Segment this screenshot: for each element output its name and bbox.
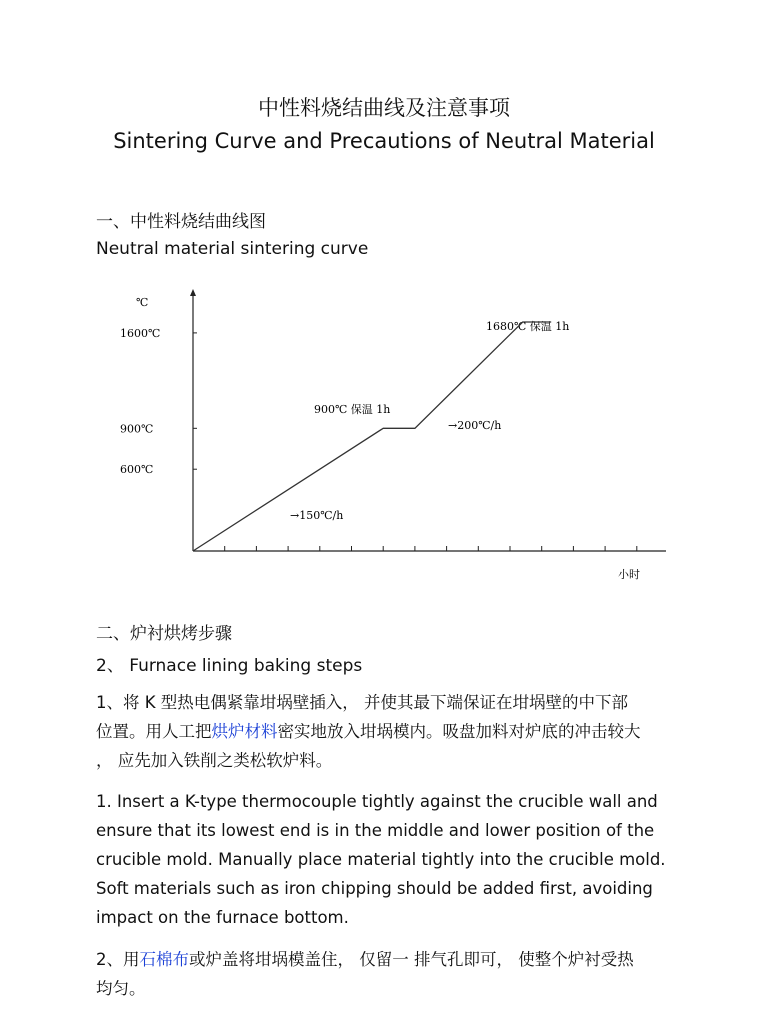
step1-en-line2: ensure that its lowest end is in the middle and lower position of the — [96, 821, 655, 840]
series-line — [193, 322, 551, 551]
link-asbestos-cloth[interactable]: 石棉布 — [139, 950, 189, 969]
step1-en-line3: crucible mold. Manually place material tightly into the crucible mold. — [96, 850, 666, 869]
y-axis-label: ℃ — [136, 296, 149, 309]
step1-paragraph-cn — [96, 688, 686, 775]
y-tick-label: 900℃ — [120, 422, 154, 436]
step2-cn-line1 — [96, 945, 686, 974]
step1-cn-line3: ， 应先加入铁削之类松软炉料。 — [96, 751, 333, 770]
link-baking-material[interactable]: 烘炉材料 — [211, 722, 278, 741]
step1-en-line4: Soft materials such as iron chipping should be added first, avoiding — [96, 879, 653, 898]
text-run: 位置。用人工把 — [96, 722, 212, 741]
text-run: 密实地放入坩埚模内。吸盘加料对炉底的冲击较大 — [277, 722, 641, 741]
annotation-rate-150: →150℃/h — [290, 509, 344, 522]
step2-paragraph-cn — [96, 945, 686, 1003]
step1-en-line1: 1. Insert a K-type thermocouple tightly against the crucible wall and — [96, 792, 658, 811]
section1-heading-cn: 一、中性料烧结曲线图 — [96, 212, 266, 232]
sintering-curve-chart — [100, 280, 680, 590]
step1-cn-line1: 1、将 K 型热电偶紧靠坩埚壁插入， 并使其最下端保证在坩埚壁的中下部 — [96, 693, 629, 712]
text-run: 2、用 — [96, 950, 140, 969]
y-axis-arrow — [190, 289, 196, 296]
y-tick-label: 1600℃ — [120, 326, 161, 340]
text-run: 或炉盖将坩埚模盖住， 仅留一 排气孔即可， 使整个炉衬受热 — [189, 950, 634, 969]
annotation-1680-hold: 1680℃ 保温 1h — [486, 320, 570, 333]
x-axis-label: 小时 — [618, 568, 640, 581]
section2-heading-cn: 二、炉衬烘烤步骤 — [96, 624, 232, 644]
step1-paragraph-en — [96, 787, 686, 932]
annotation-rate-200: →200℃/h — [448, 419, 502, 432]
step2-cn-line2: 均匀。 — [96, 979, 146, 998]
annotation-900-hold: 900℃ 保温 1h — [314, 403, 391, 416]
page-title-cn: 中性料烧结曲线及注意事项 — [258, 96, 510, 120]
section1-heading-en: Neutral material sintering curve — [96, 239, 369, 259]
step1-cn-line2 — [96, 717, 686, 746]
section2-heading-en: 2、 Furnace lining baking steps — [96, 656, 363, 676]
page-title-en: Sintering Curve and Precautions of Neutral Material — [113, 129, 655, 153]
y-tick-label: 600℃ — [120, 463, 154, 477]
step1-en-line5: impact on the furnace bottom. — [96, 908, 349, 927]
